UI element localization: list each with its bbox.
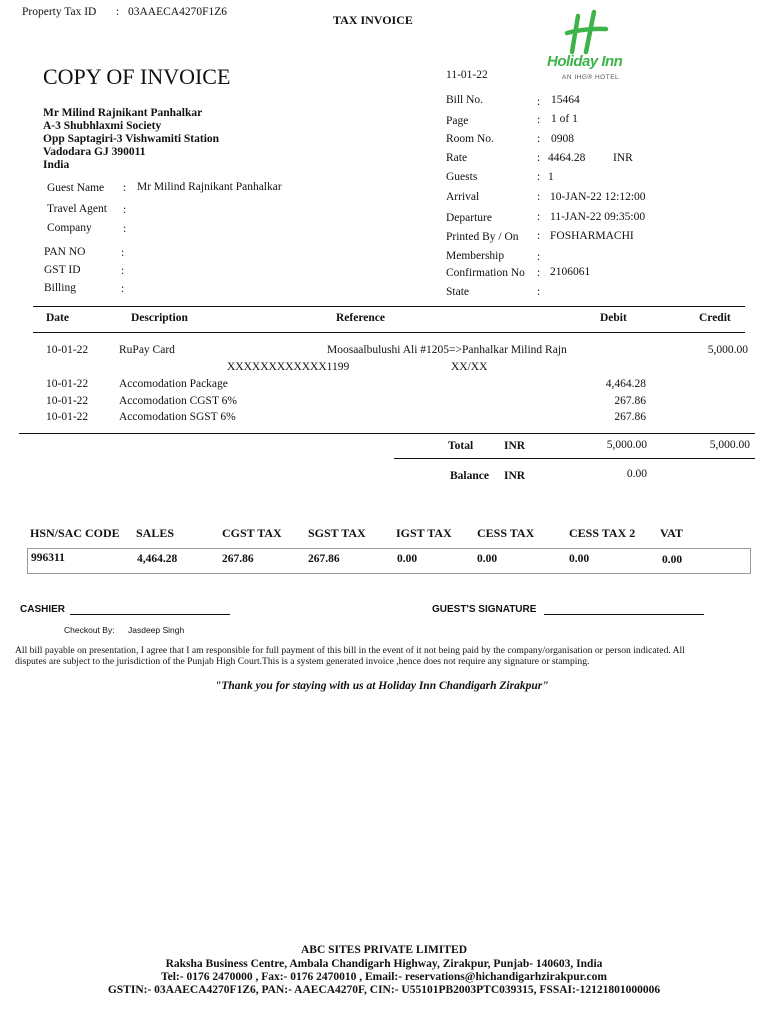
footer-contact: Tel:- 0176 2470000 , Fax:- 0176 2470010 , Email:- reservations@hichandigarhzirakpur.com — [161, 971, 607, 983]
disclaimer-line-2: disputes are subject to the jurisdiction of the Punjab High Court.This is a system generated invoice ,hence does not require any signature or stamping. — [15, 656, 590, 667]
guest-name-colon: : — [123, 182, 127, 194]
guest-name-value: Mr Milind Rajnikant Panhalkar — [137, 181, 282, 193]
pan-no-label: PAN NO — [44, 246, 86, 258]
footer-ids: GSTIN:- 03AAECA4270F1Z6, PAN:- AAECA4270F, CIN:- U55101PB2003PTC039315, FSSAI:-12121801000006 — [107, 984, 661, 996]
disclaimer-line-1: All bill payable on presentation, I agree that I am responsible for full payment of this bill in the event of it not being paid by the company/organisation or person indicated. All — [15, 645, 685, 656]
room-no-value: 0908 — [551, 133, 574, 145]
table-row-1-card-expiry: XX/XX — [451, 361, 488, 373]
state-label: State — [446, 286, 469, 298]
tax-value-sales: 4,464.28 — [137, 553, 178, 565]
gst-id-label: GST ID — [44, 264, 81, 276]
travel-agent-label: Travel Agent — [47, 203, 107, 215]
tax-value-cess: 0.00 — [477, 553, 498, 565]
guest-signature-label: GUEST'S SIGNATURE — [432, 604, 537, 615]
rate-label: Rate — [446, 152, 468, 164]
company-colon: : — [123, 223, 127, 235]
logo-brand-name: Holiday Inn — [547, 53, 623, 70]
tax-header-sales: SALES — [136, 526, 175, 540]
bill-no-colon: : — [537, 96, 541, 108]
address-line-3: Opp Saptagiri-3 Vishwamiti Station — [43, 133, 220, 145]
rate-colon: : — [537, 152, 541, 164]
table-row-1-reference: Moosaalbulushi Ali #1205=>Panhalkar Milind Rajn — [327, 344, 567, 356]
address-line-1: Mr Milind Rajnikant Panhalkar — [43, 107, 203, 119]
total-currency: INR — [504, 440, 526, 452]
departure-value: 11-JAN-22 09:35:00 — [550, 211, 646, 223]
tax-value-hsn: 996311 — [31, 552, 65, 564]
tax-value-sgst: 267.86 — [308, 553, 340, 565]
billing-colon: : — [121, 283, 125, 295]
guests-label: Guests — [446, 171, 478, 183]
address-line-2: A-3 Shubhlaxmi Society — [43, 120, 162, 132]
pan-no-colon: : — [121, 247, 125, 259]
departure-colon: : — [537, 211, 541, 223]
bill-no-label: Bill No. — [446, 94, 484, 106]
checkout-by-value: Jasdeep Singh — [128, 625, 185, 635]
membership-colon: : — [537, 251, 541, 263]
table-row-1-credit: 5,000.00 — [707, 344, 748, 356]
balance-currency: INR — [504, 470, 526, 482]
tax-value-cgst: 267.86 — [222, 553, 254, 565]
property-tax-id-colon: : — [116, 6, 120, 18]
total-credit: 5,000.00 — [709, 439, 750, 451]
room-no-label: Room No. — [446, 133, 494, 145]
table-row-3-date: 10-01-22 — [46, 395, 89, 407]
guest-signature-line — [544, 614, 704, 615]
checkout-by-label: Checkout By: — [64, 625, 115, 635]
page-label: Page — [446, 115, 469, 127]
printed-by-colon: : — [537, 230, 541, 242]
printed-by-label: Printed By / On — [446, 231, 519, 243]
tax-header-cess-2: CESS TAX 2 — [569, 526, 636, 540]
table-row-2-debit: 4,464.28 — [605, 378, 646, 390]
departure-label: Departure — [446, 212, 492, 224]
balance-value: 0.00 — [626, 468, 647, 480]
confirmation-no-value: 2106061 — [550, 266, 591, 278]
page-value: 1 of 1 — [551, 113, 578, 125]
tax-summary-values-box — [27, 548, 751, 574]
gst-id-colon: : — [121, 265, 125, 277]
rate-currency: INR — [613, 152, 633, 164]
tax-invoice-title: TAX INVOICE — [333, 13, 413, 27]
table-row-3-description: Accomodation CGST 6% — [119, 395, 237, 407]
footer-address: Raksha Business Centre, Ambala Chandigarh Highway, Zirakpur, Punjab- 140603, India — [165, 958, 603, 970]
cashier-signature-line — [70, 614, 230, 615]
col-header-reference: Reference — [336, 312, 385, 324]
logo-tagline: AN IHG® HOTEL — [562, 74, 620, 81]
table-row-4-date: 10-01-22 — [46, 411, 89, 423]
col-header-credit: Credit — [699, 312, 731, 324]
tax-header-sgst: SGST TAX — [308, 526, 366, 540]
guests-value: 1 — [548, 171, 554, 183]
table-bottom-rule — [19, 433, 755, 434]
balance-label: Balance — [450, 470, 489, 482]
tax-value-vat: 0.00 — [662, 554, 683, 566]
room-no-colon: : — [537, 133, 541, 145]
totals-rule — [394, 458, 755, 459]
invoice-date: 11-01-22 — [446, 69, 488, 81]
guest-name-label: Guest Name — [47, 182, 105, 194]
state-colon: : — [537, 286, 541, 298]
printed-by-value: FOSHARMACHI — [550, 230, 634, 242]
footer-company: ABC SITES PRIVATE LIMITED — [300, 944, 468, 956]
total-debit: 5,000.00 — [606, 439, 647, 451]
membership-label: Membership — [446, 250, 505, 262]
confirmation-no-colon: : — [537, 267, 541, 279]
arrival-label: Arrival — [446, 191, 480, 203]
col-header-description: Description — [131, 312, 188, 324]
tax-header-hsn: HSN/SAC CODE — [30, 526, 120, 540]
table-header-rule — [33, 332, 745, 333]
thank-you-message: "Thank you for staying with us at Holiday Inn Chandigarh Zirakpur" — [215, 680, 549, 692]
page-colon: : — [537, 114, 541, 126]
address-line-4: Vadodara GJ 390011 — [43, 146, 146, 158]
cashier-label: CASHIER — [20, 604, 66, 615]
table-row-2-description: Accomodation Package — [119, 378, 228, 390]
table-top-rule — [33, 306, 745, 307]
guests-colon: : — [537, 171, 541, 183]
arrival-value: 10-JAN-22 12:12:00 — [550, 191, 646, 203]
tax-header-vat: VAT — [660, 526, 683, 540]
table-row-1-card-number: XXXXXXXXXXXX1199 — [227, 361, 350, 373]
tax-header-igst: IGST TAX — [396, 526, 452, 540]
total-label: Total — [448, 440, 474, 452]
table-row-4-description: Accomodation SGST 6% — [119, 411, 236, 423]
address-line-5: India — [43, 159, 70, 171]
travel-agent-colon: : — [123, 204, 127, 216]
property-tax-id-label: Property Tax ID — [22, 6, 97, 18]
col-header-debit: Debit — [600, 312, 627, 324]
tax-value-igst: 0.00 — [397, 553, 418, 565]
tax-header-cess: CESS TAX — [477, 526, 535, 540]
holiday-inn-logo — [540, 6, 640, 90]
bill-no-value: 15464 — [551, 94, 580, 106]
copy-of-invoice-heading: COPY OF INVOICE — [43, 64, 231, 89]
table-row-3-debit: 267.86 — [614, 395, 646, 407]
arrival-colon: : — [537, 191, 541, 203]
tax-value-cess-2: 0.00 — [569, 553, 590, 565]
confirmation-no-label: Confirmation No — [446, 267, 525, 279]
rate-value: 4464.28 — [548, 152, 586, 164]
table-row-2-date: 10-01-22 — [46, 378, 89, 390]
table-row-4-debit: 267.86 — [614, 411, 646, 423]
company-label: Company — [47, 222, 92, 234]
table-row-1-date: 10-01-22 — [46, 344, 89, 356]
tax-header-cgst: CGST TAX — [222, 526, 282, 540]
billing-label: Billing — [44, 282, 76, 294]
property-tax-id-value: 03AAECA4270F1Z6 — [128, 6, 228, 18]
col-header-date: Date — [46, 312, 69, 324]
table-row-1-description: RuPay Card — [119, 344, 175, 356]
